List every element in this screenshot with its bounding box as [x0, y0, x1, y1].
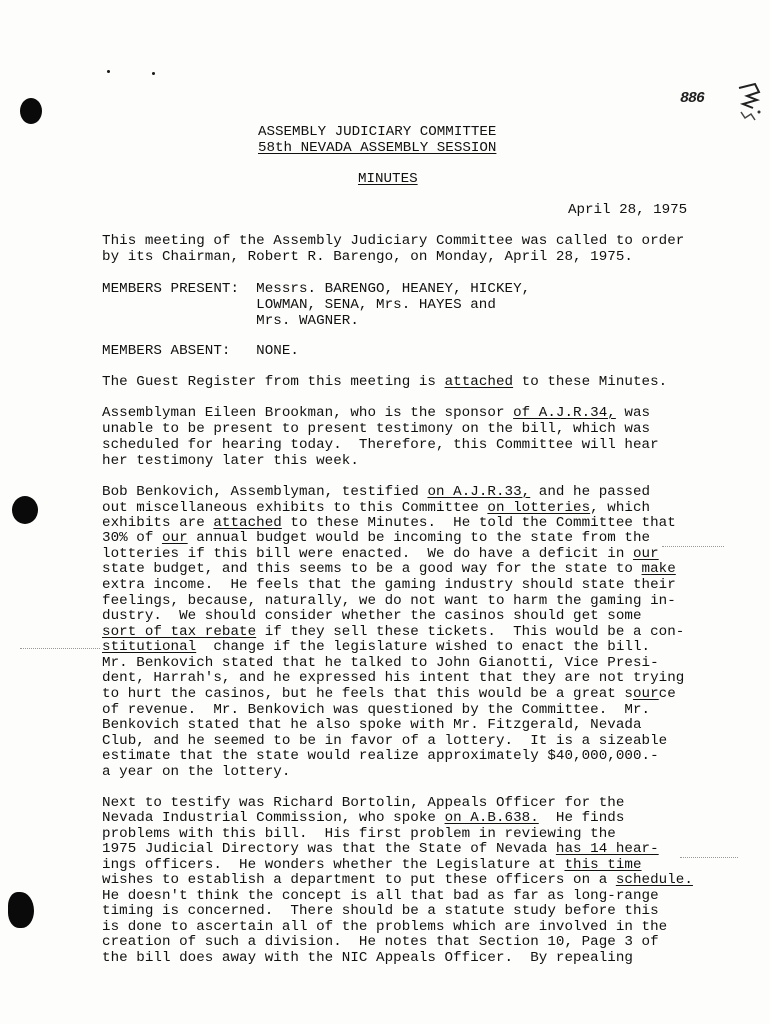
body-line: Assemblyman Eileen Brookman, who is the sponsor of A.J.R.34, was	[102, 405, 651, 421]
header-session: 58th NEVADA ASSEMBLY SESSION	[258, 140, 497, 156]
body-line: stitutional change if the legislature wished to enact the bill.	[102, 639, 651, 655]
body-line: MEMBERS ABSENT: NONE.	[102, 343, 299, 359]
body-line: a year on the lottery.	[102, 764, 291, 780]
body-line: scheduled for hearing today. Therefore, this Committee will hear	[102, 437, 659, 453]
body-line: is done to ascertain all of the problems which are involved in the	[102, 919, 668, 935]
body-line: Club, and he seemed to be in favor of a lottery. It is a sizeable	[102, 733, 668, 749]
body-line: Next to testify was Richard Bortolin, Appeals Officer for the	[102, 795, 625, 811]
body-line: of revenue. Mr. Benkovich was questioned by the Committee. Mr.	[102, 702, 651, 718]
corner-stamp-mark	[735, 82, 763, 122]
page-number: 886	[680, 90, 705, 107]
body-line: ings officers. He wonders whether the Legislature at this time	[102, 857, 642, 873]
body-line: to hurt the casinos, but he feels that this would be a great source	[102, 686, 676, 702]
body-line: MEMBERS PRESENT: Messrs. BARENGO, HEANEY, HICKEY,	[102, 281, 531, 297]
punch-hole-top	[20, 98, 42, 124]
body-line: feelings, because, naturally, we do not want to harm the gaming in-	[102, 593, 676, 609]
body-line: creation of such a division. He notes that Section 10, Page 3 of	[102, 934, 659, 950]
body-line: her testimony later this week.	[102, 453, 359, 469]
body-line: Mrs. WAGNER.	[102, 313, 359, 329]
body-line: by its Chairman, Robert R. Barengo, on Monday, April 28, 1975.	[102, 249, 633, 265]
body-line: timing is concerned. There should be a statute study before this	[102, 903, 659, 919]
punch-hole-bottom	[8, 892, 34, 928]
body-line: lotteries if this bill were enacted. We do have a deficit in our	[102, 546, 659, 562]
speck-1	[107, 70, 110, 73]
body-line: estimate that the state would realize approximately $40,000,000.-	[102, 748, 659, 764]
margin-mark-right-1	[662, 546, 724, 547]
punch-hole-middle	[12, 496, 38, 524]
body-line: The Guest Register from this meeting is attached to these Minutes.	[102, 374, 668, 390]
body-line: dent, Harrah's, and he expressed his intent that they are not trying	[102, 670, 685, 686]
body-line: extra income. He feels that the gaming industry should state their	[102, 577, 676, 593]
header-minutes: MINUTES	[358, 171, 418, 187]
body-line: Nevada Industrial Commission, who spoke on A.B.638. He finds	[102, 810, 625, 826]
body-line: wishes to establish a department to put these officers on a schedule.	[102, 872, 693, 888]
body-line: the bill does away with the NIC Appeals Officer. By repealing	[102, 950, 633, 966]
speck-2	[152, 72, 155, 75]
body-line: Benkovich stated that he also spoke with Mr. Fitzgerald, Nevada	[102, 717, 642, 733]
margin-mark-right-2	[680, 857, 738, 858]
body-line: unable to be present to present testimony on the bill, which was	[102, 421, 651, 437]
body-line: 30% of our annual budget would be incoming to the state from the	[102, 530, 651, 546]
body-line: LOWMAN, SENA, Mrs. HAYES and	[102, 297, 496, 313]
header-committee: ASSEMBLY JUDICIARY COMMITTEE	[258, 124, 497, 140]
header-date: April 28, 1975	[568, 202, 688, 218]
body-line: problems with this bill. His first problem in reviewing the	[102, 826, 616, 842]
body-line: Bob Benkovich, Assemblyman, testified on A.J.R.33, and he passed	[102, 484, 651, 500]
body-line: state budget, and this seems to be a good way for the state to make	[102, 561, 676, 577]
body-line: Mr. Benkovich stated that he talked to John Gianotti, Vice Presi-	[102, 655, 659, 671]
body-line: He doesn't think the concept is all that bad as far as long-range	[102, 888, 659, 904]
body-line: This meeting of the Assembly Judiciary Committee was called to order	[102, 233, 685, 249]
body-line: out miscellaneous exhibits to this Committee on lotteries, which	[102, 500, 651, 516]
body-line: sort of tax rebate if they sell these tickets. This would be a con-	[102, 624, 685, 640]
body-line: dustry. We should consider whether the casinos should get some	[102, 608, 642, 624]
body-line: exhibits are attached to these Minutes. He told the Committee that	[102, 515, 676, 531]
body-line: 1975 Judicial Directory was that the State of Nevada has 14 hear-	[102, 841, 659, 857]
margin-mark-left	[20, 648, 100, 649]
